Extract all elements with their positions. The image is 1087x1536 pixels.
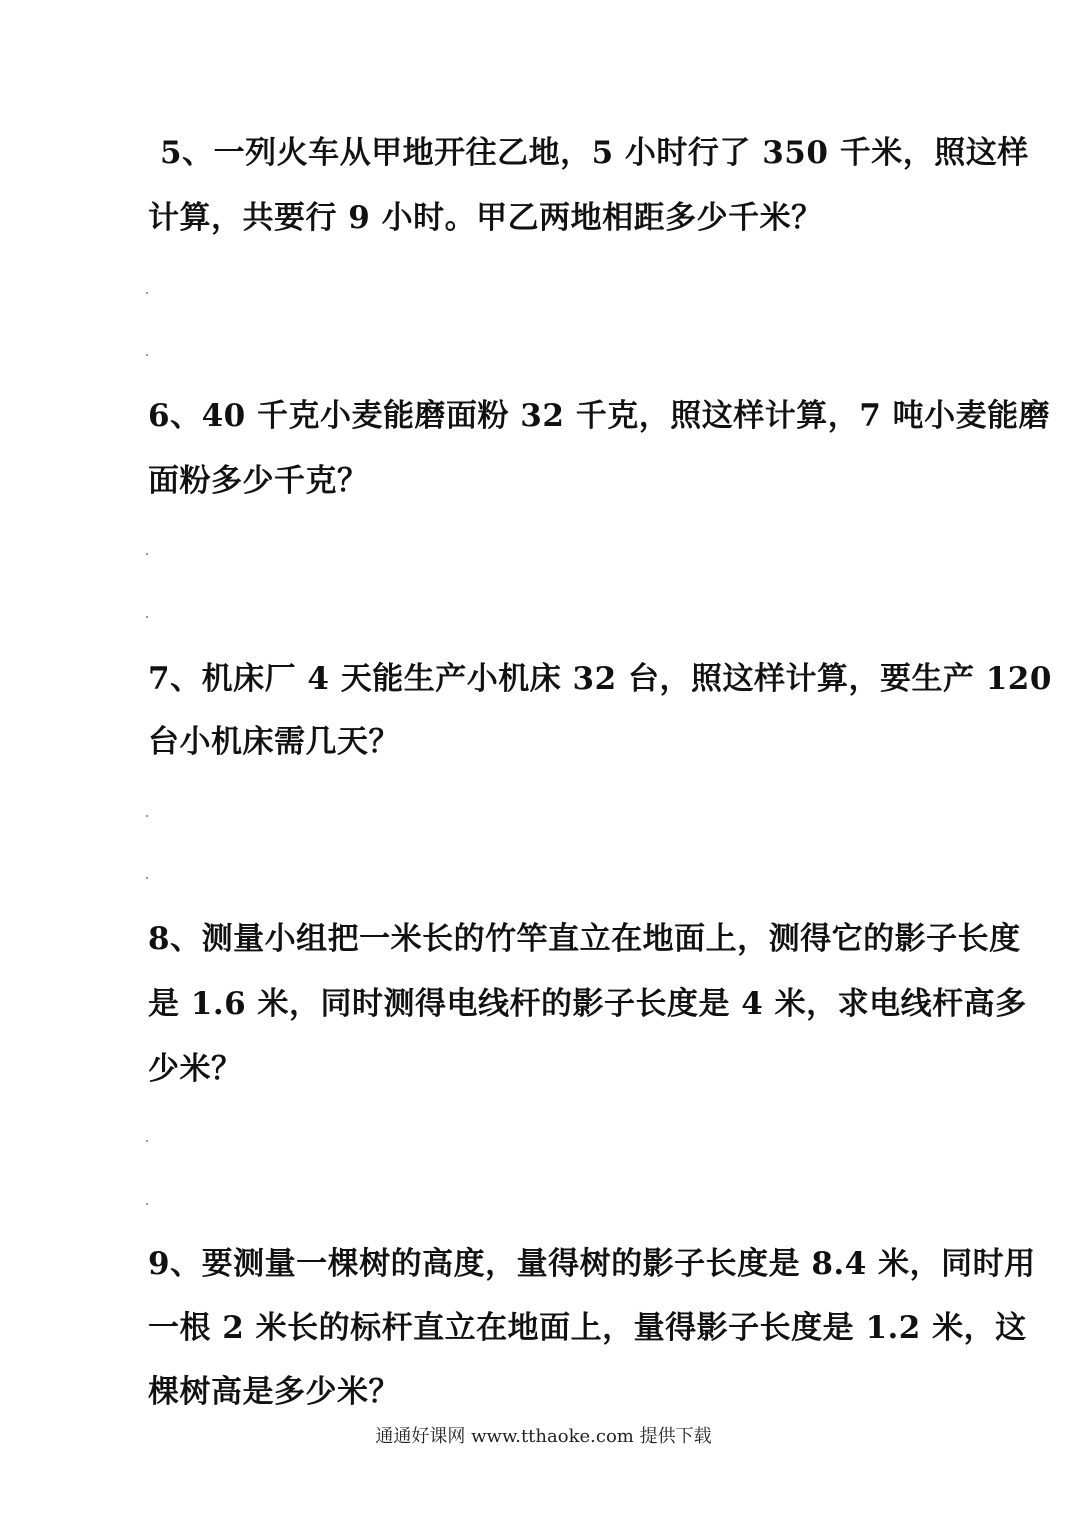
- answer-space-mark: [146, 1140, 148, 1142]
- answer-space-mark: [146, 292, 148, 294]
- problem-8-line-2: 是 1.6 米，同时测得电线杆的影子长度是 4 米，求电线杆高多: [148, 986, 1027, 1022]
- answer-space-mark: [146, 553, 148, 555]
- answer-space-mark: [146, 815, 148, 817]
- problem-8-line-1: 8、测量小组把一米长的竹竿直立在地面上，测得它的影子长度: [148, 921, 1021, 957]
- problem-9-line-2: 一根 2 米长的标杆直立在地面上，量得影子长度是 1.2 米，这: [148, 1310, 1027, 1346]
- problem-6-line-1: 6、40 千克小麦能磨面粉 32 千克，照这样计算，7 吨小麦能磨: [148, 398, 1051, 434]
- problem-7-line-1: 7、机床厂 4 天能生产小机床 32 台，照这样计算，要生产 120: [148, 661, 1052, 697]
- problem-7-line-2: 台小机床需几天？: [148, 724, 400, 760]
- answer-space-mark: [146, 616, 148, 618]
- answer-space-mark: [146, 354, 148, 356]
- problem-9-line-3: 棵树高是多少米？: [148, 1374, 400, 1410]
- footer-credit: 通通好课网 www.tthaoke.com 提供下载: [375, 1426, 712, 1447]
- problem-8-line-3: 少米？: [148, 1051, 243, 1087]
- answer-space-mark: [146, 1203, 148, 1205]
- problem-5-line-1: 5、一列火车从甲地开往乙地，5 小时行了 350 千米，照这样: [160, 135, 1029, 171]
- problem-5-line-2: 计算，共要行 9 小时。甲乙两地相距多少千米？: [148, 200, 823, 236]
- answer-space-mark: [146, 877, 148, 879]
- problem-9-line-1: 9、要测量一棵树的高度，量得树的影子长度是 8.4 米，同时用: [148, 1246, 1036, 1282]
- problem-6-line-2: 面粉多少千克？: [148, 463, 369, 499]
